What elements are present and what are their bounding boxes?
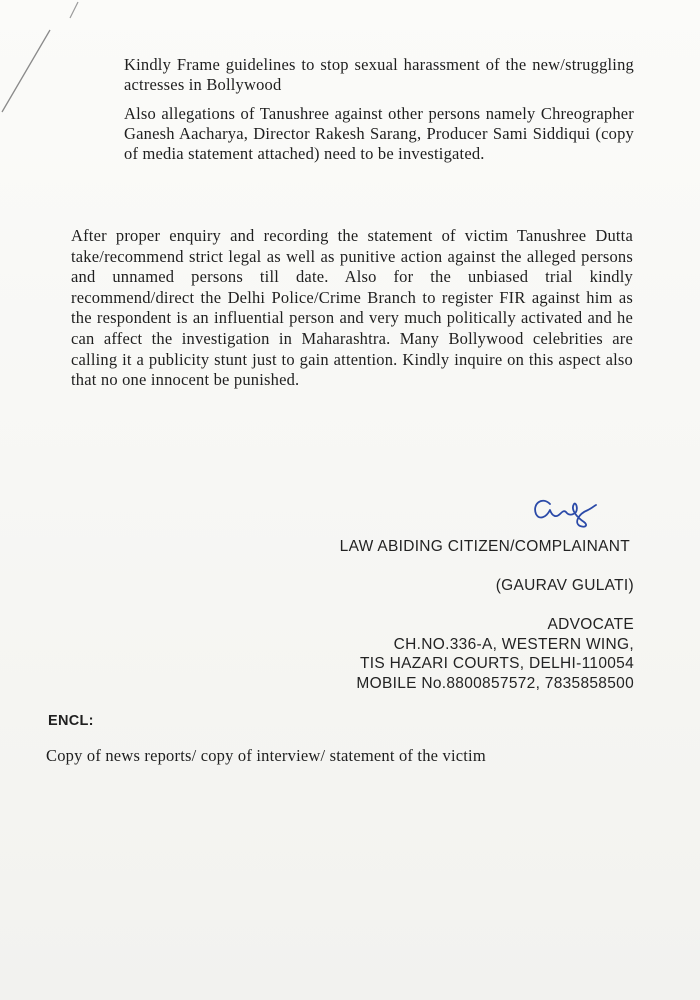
address-line-court: TIS HAZARI COURTS, DELHI-110054: [359, 655, 634, 672]
request-item-guidelines: Kindly Frame guidelines to stop sexual harassment of the new/struggling actresses in Bollywood: [124, 55, 634, 94]
main-paragraph: After proper enquiry and recording the statement of victim Tanushree Dutta take/recommend strict legal as well as punitive action against the alleged persons and unnamed persons till date. Also for the unbiased trial kindly recommend/direct the Delhi Police/Crime Branch to register FIR against him as the respondent is an influential person and very much politically activated and he can affect the investigation in Maharashtra. Many Bollywood celebrities are calling it a publicity stunt just to gain attention. Kindly inquire on this aspect also that no one innocent be punished.: [71, 226, 633, 390]
signatory-address-block: [356, 615, 634, 693]
address-line-title: ADVOCATE: [547, 616, 634, 633]
address-line-mobile: MOBILE No.8800857572, 7835858500: [356, 674, 634, 692]
enclosure-label: ENCL:: [48, 713, 94, 729]
address-line-chamber: CH.NO.336-A, WESTERN WING,: [393, 635, 634, 653]
complainant-label: LAW ABIDING CITIZEN/COMPLAINANT: [339, 538, 630, 555]
handwritten-signature: [528, 488, 600, 528]
pencil-mark-line: [0, 0, 90, 130]
signatory-name: (GAURAV GULATI): [495, 577, 634, 594]
request-item-investigation: Also allegations of Tanushree against other persons namely Chreographer Ganesh Aacharya, Director Rakesh Sarang, Producer Sami Siddiqui (copy of media statement attached) need to be investigated.: [124, 104, 634, 163]
enclosure-text: Copy of news reports/ copy of interview/ statement of the victim: [46, 746, 486, 765]
